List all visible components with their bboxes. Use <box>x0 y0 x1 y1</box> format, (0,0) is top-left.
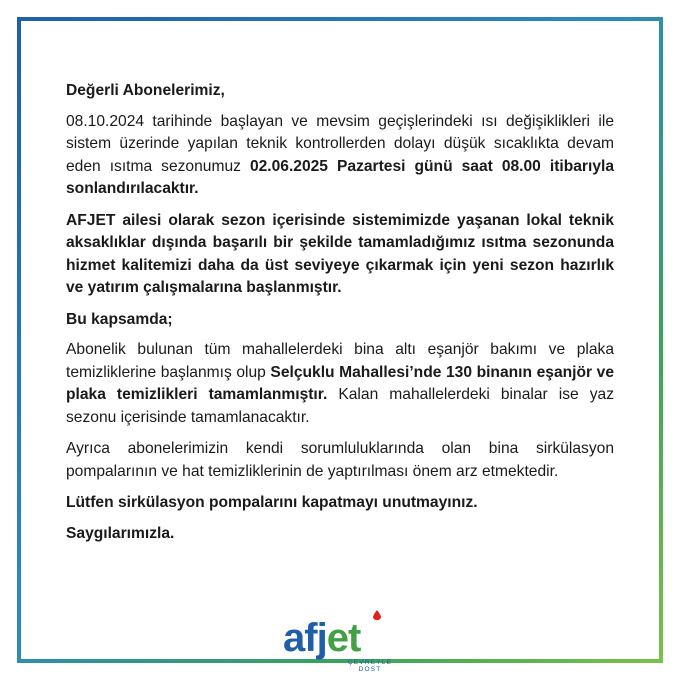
paragraph-season-end <box>66 111 614 201</box>
logo-tagline-line1: ÇEVREYLE <box>347 659 393 666</box>
logo-letter-e: e <box>326 616 348 660</box>
maintenance-highlight: Selçuklu Mahallesi’nde 130 binanın eşanjör ve plaka temizlikleri tamamlanmıştır. <box>66 363 614 403</box>
paragraph-scope: Bu kapsamda; <box>66 310 173 328</box>
logo-wordmark <box>283 616 360 660</box>
logo-letter-t: t <box>347 616 361 660</box>
season-end-date: 02.06.2025 Pazartesi günü saat 08.00 itibarıyla sonlandırılacaktır. <box>66 157 614 197</box>
season-end-text: 08.10.2024 tarihinde başlayan ve mevsim geçişlerindeki ısı değişiklikleri ile sistem üzerinde yapılan teknik kontrollerden dolayı düşük sıcaklıkta devam eden ısıtma sezonumuz <box>66 112 614 175</box>
paragraph-responsibility: Ayrıca abonelerimizin kendi sorumluluklarında olan bina sirkülasyon pompalarının ve hat temizliklerinin de yaptırılması önem arz etmektedir. <box>66 440 614 480</box>
paragraph-afjet-family: AFJET ailesi olarak sezon içerisinde sistemimizde yaşanan lokal teknik aksaklıklar dışında başarılı bir şekilde tamamladığımız ısıtma sezonunda hizmet kalitemizi daha da üst seviyeye çıkarmak için yeni sezon hazırlık ve yatırım çalışmalarına başlanmıştır. <box>66 211 614 296</box>
paragraph-maintenance <box>66 339 614 429</box>
closing: Saygılarımızla. <box>66 524 175 542</box>
logo-letter-a: a <box>283 616 305 660</box>
logo-letter-j: j <box>316 616 327 660</box>
greeting: Değerli Abonelerimiz, <box>66 82 225 99</box>
afjet-logo <box>283 612 403 674</box>
logo-letter-f: f <box>304 616 317 660</box>
logo-tagline <box>335 659 405 673</box>
paragraph-reminder: Lütfen sirkülasyon pompalarını kapatmayı unutmayınız. <box>66 494 478 511</box>
announcement-body <box>66 80 614 554</box>
water-drop-icon <box>373 610 381 620</box>
maintenance-text-a: Abonelik bulunan tüm mahallelerdeki bina altı eşanjör bakımı ve plaka temizliklerine başlanmış olup <box>66 341 614 381</box>
logo-tagline-line2: DOST <box>358 666 382 673</box>
maintenance-text-b: Kalan mahallelerdeki binalar ise yaz sezonu içerisinde tamamlanacaktır. <box>66 386 614 426</box>
